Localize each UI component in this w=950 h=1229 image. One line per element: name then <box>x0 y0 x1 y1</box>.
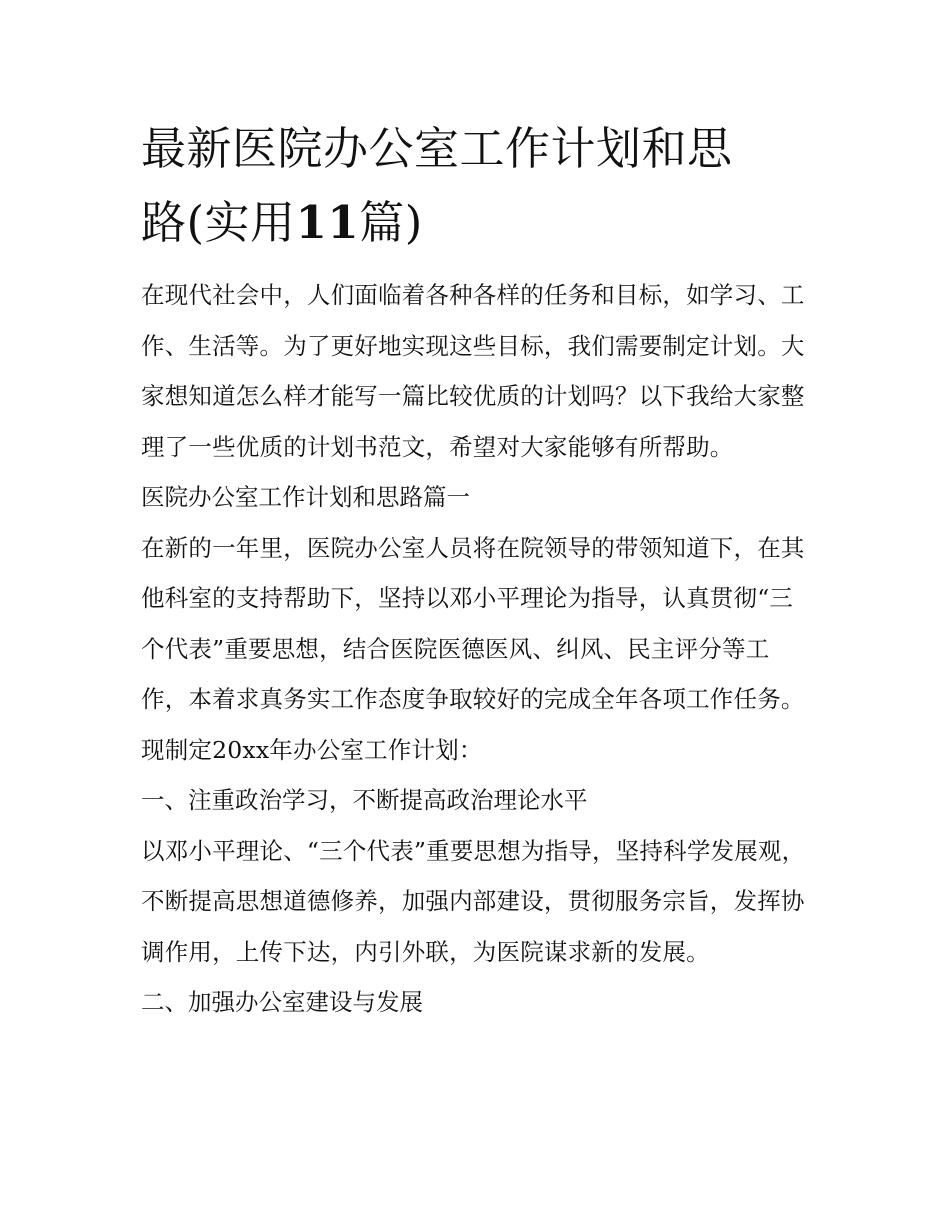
title-line-1: 最新医院办公室工作计划和思 <box>141 122 733 175</box>
section-body-paragraph: 在新的一年里，医院办公室人员将在院领导的带领知道下，在其他科室的支持帮助下，坚持以邓小平理论为指导，认真贯彻“三个代表”重要思想，结合医院医德医风、纠风、民主评分等工作，本着求真务实工作态度争取较好的完成全年各项工作任务。现制定20xx年办公室工作计划： <box>141 533 805 764</box>
document-title <box>141 112 813 260</box>
body-1-paragraph: 以邓小平理论、“三个代表”重要思想为指导，坚持科学发展观，不断提高思想道德修养，加强内部建设，贯彻服务宗旨，发挥协调作用，上传下达，内引外联，为医院谋求新的发展。 <box>141 836 806 966</box>
heading-1: 一、注重政治学习，不断提高政治理论水平 <box>141 786 588 814</box>
title-line-2-suffix: 篇) <box>359 196 423 249</box>
document-page <box>141 112 813 1028</box>
heading-2: 二、加强办公室建设与发展 <box>141 988 423 1016</box>
title-line-2-number: 11 <box>295 196 360 249</box>
section-title: 医院办公室工作计划和思路篇一 <box>141 483 470 511</box>
intro-paragraph: 在现代社会中，人们面临着各种各样的任务和目标，如学习、工作、生活等。为了更好地实现这些目标，我们需要制定计划。大家想知道怎么样才能写一篇比较优质的计划吗？以下我给大家整理了一些优质的计划书范文，希望对大家能够有所帮助。 <box>141 281 805 461</box>
title-line-2-prefix: 路(实用 <box>141 196 296 249</box>
